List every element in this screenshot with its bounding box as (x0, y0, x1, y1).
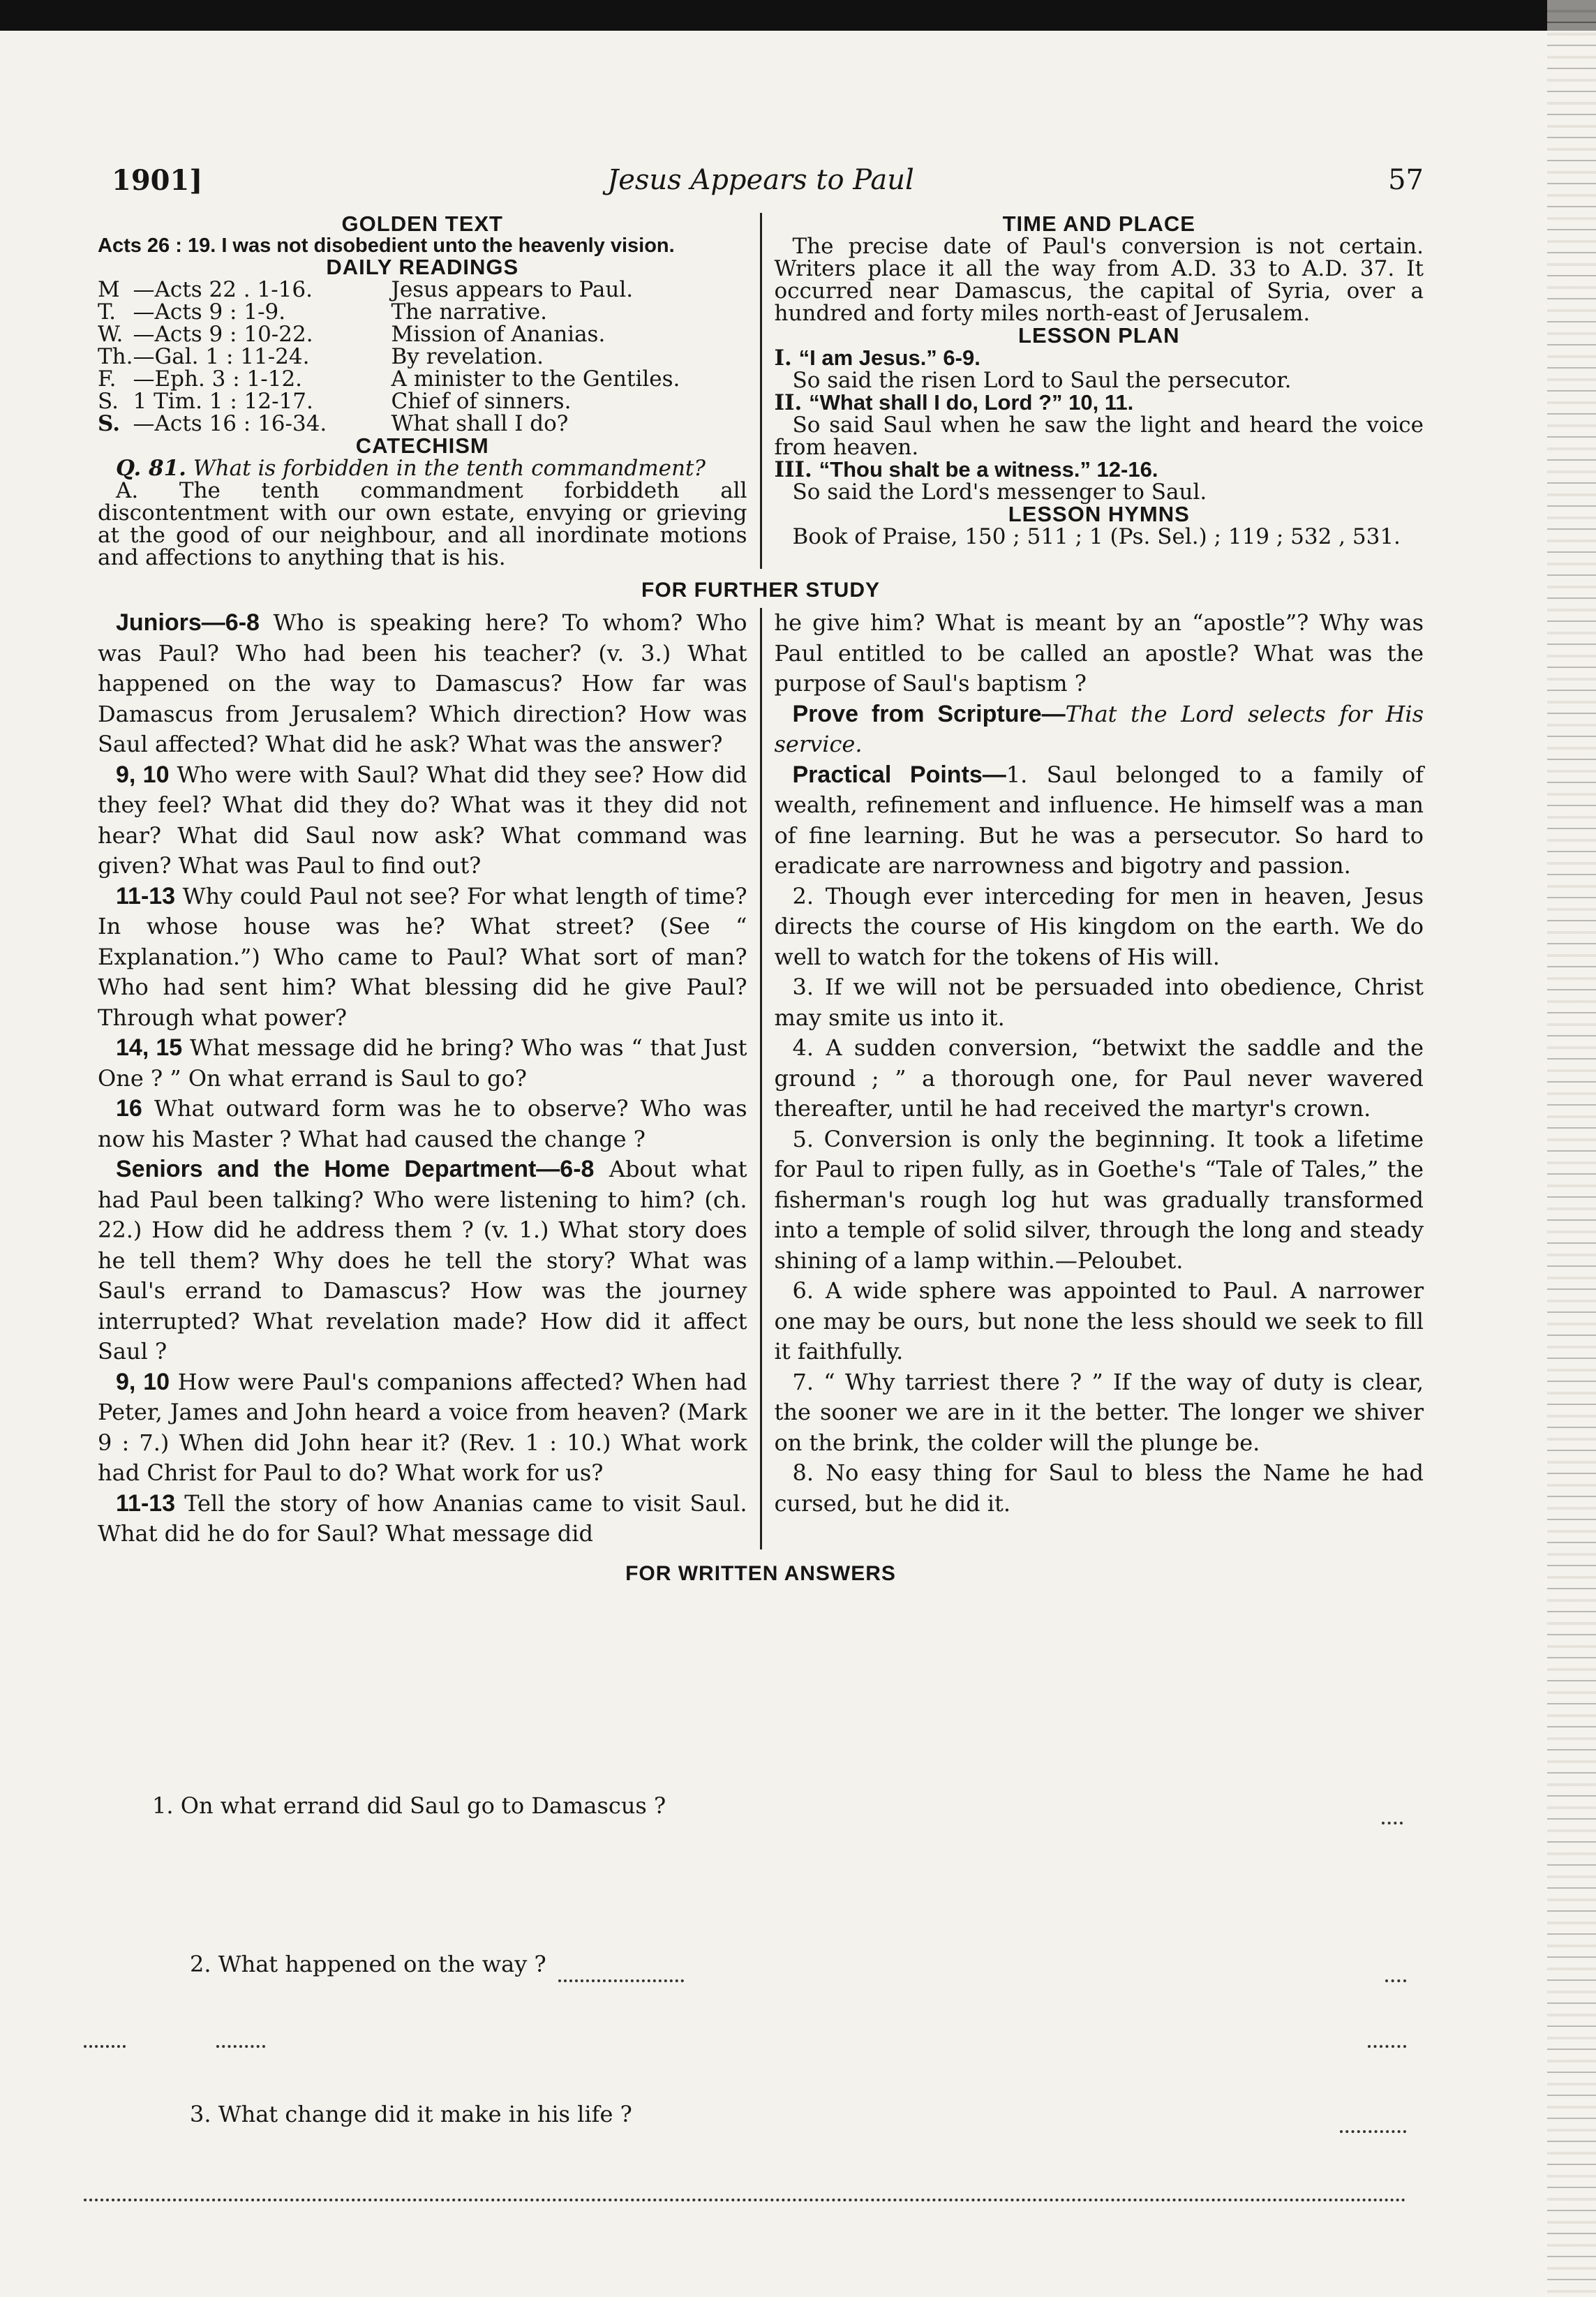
reading-day: S. (98, 411, 121, 436)
study-text: About what had Paul been talking? Who were listening to him? (ch. 22.) How did he address them ? (v. 1.) What story does he tell them? Why does he tell the story? What was Saul's errand to Damascus? How was the journey interrupted? What revelation made? How did it affect Saul ? (98, 1156, 747, 1365)
prove-text: That the Lord selects for His service. (774, 700, 1424, 757)
reading-row (98, 323, 747, 345)
reading-ref: —Acts 16 : 16-34. (133, 411, 327, 436)
reading-row (98, 278, 747, 301)
study-lead: Seniors and the Home Department—6-8 (116, 1156, 595, 1182)
prove-lead: Prove from Scripture— (792, 700, 1066, 727)
reading-row (98, 412, 747, 435)
practical-point: 7. “ Why tarriest there ? ” If the way of duty is clear, the sooner we are in it the better. The longer we shiver on the brink, the colder will the plunge be. (774, 1368, 1424, 1456)
reading-ref: —Gal. 1 : 11-24. (133, 344, 310, 369)
study-lead: 11-13 (116, 1489, 176, 1517)
lesson-plan-item (775, 392, 1424, 414)
reading-row (98, 368, 747, 390)
study-text: Who were with Saul? What did they see? How did they feel? What did they do? What was it they did not hear? What did Saul now ask? What command was given? What was Paul to find out? (98, 761, 747, 879)
practical-point: 5. Conversion is only the beginning. It took a lifetime for Paul to ripen fully, as in Goethe's “Tale of Tales,” the fisherman's rough log hut was gradually transformed into a temple of solid silver, through the long and steady shining of a lamp within.—Peloubet. (774, 1125, 1424, 1274)
answer-line[interactable] (1368, 2045, 1406, 2048)
study-paragraph (98, 1367, 747, 1489)
catechism-question (98, 457, 747, 480)
lesson-plan-item (775, 459, 1424, 481)
page-number: 57 (1388, 164, 1424, 196)
practical-point: 4. A sudden conversion, “betwixt the saddle and the ground ; ” a thorough one, for Paul never wavered thereafter, until he had received the martyr's crown. (774, 1034, 1424, 1122)
lesson-plan-heading: LESSON PLAN (1018, 323, 1180, 348)
reading-ref: —Acts 22 . 1-16. (133, 277, 313, 302)
time-place-heading: TIME AND PLACE (1002, 211, 1195, 236)
reading-desc: Chief of sinners. (391, 389, 572, 414)
study-paragraph (98, 760, 747, 882)
study-text: Who is speaking here? To whom? Who was Paul? Who had been his teacher? (v. 3.) What happened on the way to Damascus? How far was Damascus from Jerusalem? Which direction? How was Saul affected? What did he ask? What was the answer? (98, 609, 747, 757)
answer-line[interactable] (84, 2199, 1406, 2201)
study-lead: 16 (116, 1095, 142, 1122)
catechism-heading: CATECHISM (355, 433, 489, 458)
answer-line[interactable] (1382, 1822, 1403, 1824)
catechism-question-text: What is forbidden in the tenth commandment? (193, 456, 706, 481)
top-section (98, 213, 1424, 569)
study-lead: 14, 15 (116, 1034, 183, 1061)
scan-right-edge (1547, 0, 1596, 2297)
reading-desc: What shall I do? (391, 411, 569, 436)
answer-line[interactable] (558, 1979, 684, 1982)
page (98, 164, 1424, 1586)
study-text: What outward form was he to observe? Who was now his Master ? What had caused the change ? (98, 1095, 747, 1152)
lesson-plan-title: “I am Jesus.” 6-9. (798, 345, 980, 370)
reading-desc: The narrative. (391, 299, 547, 325)
reading-day: F. (98, 366, 117, 392)
practical-text: 1. Saul belonged to a family of wealth, refinement and influence. He himself was a man of fine learning. But he was a persecutor. So hard to eradicate are narrowness and bigotry and passion. (774, 761, 1424, 879)
reading-ref: —Acts 9 : 10-22. (133, 322, 313, 347)
practical-point: 8. No easy thing for Saul to bless the Name he had cursed, but he did it. (774, 1459, 1424, 1517)
lesson-plan-numeral: III. (774, 457, 812, 482)
reading-day: M (98, 277, 120, 302)
catechism-question-number: Q. 81. (116, 456, 186, 481)
lesson-plan-numeral: I. (774, 345, 792, 371)
study-paragraph (98, 882, 747, 1034)
written-question-2: 2. What happened on the way ? (190, 1951, 546, 1977)
reading-desc: By revelation. (391, 344, 544, 369)
study-paragraph (98, 1489, 747, 1549)
reading-row (98, 390, 747, 412)
study-paragraph (98, 1094, 747, 1154)
study-paragraph (98, 1154, 747, 1367)
reading-day: T. (98, 299, 116, 325)
practical-point: 2. Though ever interceding for men in heaven, Jesus directs the course of His kingdom on the earth. We do well to watch for the tokens of His will. (774, 882, 1424, 970)
study-paragraph (98, 608, 747, 760)
lesson-plan-title: “Thou shalt be a witness.” 12-16. (819, 457, 1158, 482)
time-place-text: The precise date of Paul's conversion is not certain. Writers place it all the way from A.D. 33 to A.D. 37. It occurred near Damascus, the capital of Syria, over a hundred and forty miles north-east of Jerusalem. (774, 234, 1424, 326)
golden-text-heading: GOLDEN TEXT (341, 211, 503, 236)
written-answers-heading: FOR WRITTEN ANSWERS (625, 1561, 896, 1585)
study-continuation: he give him? What is meant by an “apostle”? Why was Paul entitled to be called an apostle? What was the purpose of Saul's baptism ? (774, 609, 1424, 697)
study-text: What message did he bring? Who was “ that Just One ? ” On what errand is Saul to go? (98, 1034, 747, 1092)
practical-paragraph (775, 760, 1424, 882)
reading-day: S. (98, 389, 119, 414)
study-lead: 11-13 (116, 882, 176, 909)
study-lead: 9, 10 (116, 761, 170, 788)
running-header (98, 164, 1424, 213)
study-lead: Juniors—6-8 (116, 609, 260, 636)
catechism-answer: A. The tenth commandment forbiddeth all discontentment with our own estate, envying or grieving at the good of our neighbour, and all inordinate motions and affections to anything that is his. (98, 478, 747, 570)
lesson-plan-numeral: II. (774, 390, 803, 415)
practical-point: 6. A wide sphere was appointed to Paul. A narrower one may be ours, but none the less should we seek to fill it faithfully. (774, 1277, 1424, 1365)
reading-day: Th. (98, 344, 133, 369)
prove-paragraph (775, 699, 1424, 760)
practical-lead: Practical Points— (792, 761, 1006, 788)
further-study-left (98, 608, 760, 1549)
lesson-hymns-text: Book of Praise, 150 ; 511 ; 1 (Ps. Sel.) ; 119 ; 532 , 531. (792, 524, 1401, 549)
lesson-hymns-heading: LESSON HYMNS (1008, 502, 1190, 526)
reading-desc: A minister to the Gentiles. (391, 366, 680, 392)
study-paragraph (98, 1033, 747, 1094)
further-study-heading: FOR FURTHER STUDY (641, 579, 880, 602)
golden-text: Acts 26 : 19. I was not disobedient unto the heavenly vision. (98, 235, 675, 257)
lesson-plan-title: “What shall I do, Lord ?” 10, 11. (809, 390, 1134, 415)
reading-ref: 1 Tim. 1 : 12-17. (133, 389, 313, 414)
practical-point: 3. If we will not be persuaded into obedience, Christ may smite us into it. (774, 974, 1424, 1031)
reading-ref: —Acts 9 : 1-9. (133, 299, 286, 325)
left-top-column (98, 213, 760, 569)
further-study-section (98, 608, 1424, 1549)
answer-line[interactable] (84, 2045, 126, 2048)
reading-desc: Jesus appears to Paul. (391, 277, 634, 302)
study-lead: 9, 10 (116, 1368, 170, 1395)
right-top-column (762, 213, 1424, 548)
study-text: Why could Paul not see? For what length of time? In whose house was he? What street? (See “ Explanation.”) Who came to Paul? What sort of man? Who had sent him? What blessing did he give Paul? Through what power? (98, 882, 747, 1031)
written-question-3: 3. What change did it make in his life ? (190, 2101, 632, 2127)
reading-row (98, 345, 747, 368)
written-question-1: 1. On what errand did Saul go to Damascus ? (152, 1792, 666, 1819)
study-text: How were Paul's companions affected? When had Peter, James and John heard a voice from heaven? (Mark 9 : 7.) When did John hear it? (Rev. 1 : 10.) What work had Christ for Paul to do? What work for us? (98, 1368, 747, 1486)
header-title: Jesus Appears to Paul (607, 164, 914, 196)
answer-line[interactable] (1340, 2130, 1406, 2133)
reading-desc: Mission of Ananias. (391, 322, 606, 347)
study-text: Tell the story of how Ananias came to visit Saul. What did he do for Saul? What message did (98, 1489, 747, 1547)
lesson-plan-text: So said the risen Lord to Saul the persecutor. (792, 368, 1292, 393)
lesson-plan-text: So said Saul when he saw the light and heard the voice from heaven. (774, 412, 1424, 460)
answer-line[interactable] (216, 2045, 265, 2048)
daily-readings-heading: DAILY READINGS (326, 255, 519, 279)
daily-readings-table (98, 278, 747, 435)
header-year: 1901] (112, 164, 203, 197)
further-study-right (762, 608, 1424, 1519)
lesson-plan-item (775, 347, 1424, 369)
lesson-plan-text: So said the Lord's messenger to Saul. (792, 480, 1207, 505)
reading-row (98, 301, 747, 323)
answer-line[interactable] (1385, 1979, 1406, 1982)
reading-ref: —Eph. 3 : 1-12. (133, 366, 303, 392)
reading-day: W. (98, 322, 124, 347)
scan-top-border (0, 0, 1596, 31)
